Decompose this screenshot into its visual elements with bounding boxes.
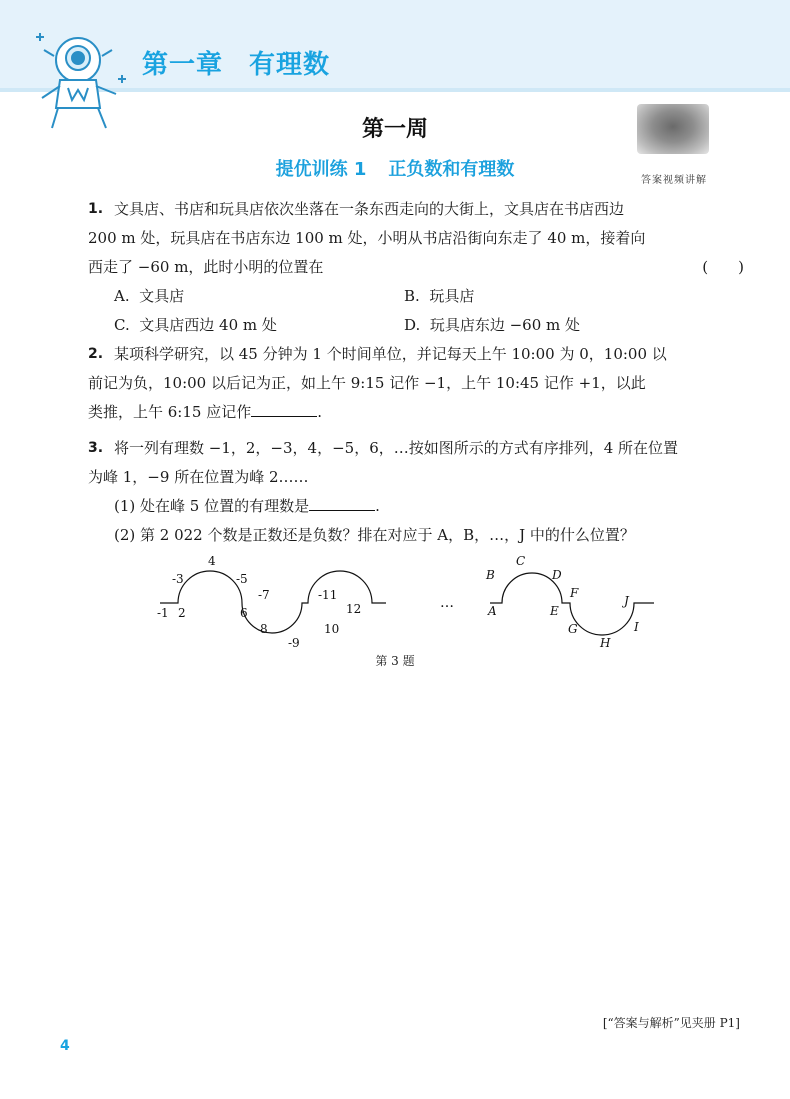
question-line: 文具店、书店和玩具店依次坐落在一条东西走向的大街上，文具店在书店西边 (114, 200, 625, 218)
wave-figure (150, 555, 670, 660)
wave-number: 8 (260, 622, 268, 636)
option-d[interactable]: D. 玩具店东边 −60 m 处 (404, 316, 580, 334)
wave-letter: H (600, 636, 611, 650)
question-number: 3. (88, 440, 104, 456)
wave-number: 6 (240, 606, 248, 620)
sub-question-2: (2) 第 2 022 个数是正数还是负数？排在对应于 A，B，…，J 中的什么位置？ (114, 526, 635, 544)
section-label: 提优训练 1 (275, 159, 367, 180)
wave-letter: C (516, 555, 526, 568)
wave-letter: A (488, 604, 497, 618)
question-1 (88, 195, 744, 340)
question-number: 2. (88, 346, 104, 362)
week-title: 第一周 (361, 116, 428, 142)
answer-blank[interactable] (309, 494, 375, 511)
wave-number: -1 (157, 606, 169, 620)
wave-letter: B (486, 568, 495, 582)
figure-caption: 第 3 题 (375, 654, 415, 668)
section-name: 正负数和有理数 (388, 159, 515, 180)
option-b[interactable]: B. 玩具店 (404, 287, 475, 305)
wave-number: 4 (208, 555, 216, 568)
wave-number: -7 (258, 588, 270, 602)
wave-number: -11 (318, 588, 338, 602)
question-line: 类推，上午 6:15 应记作 (88, 403, 252, 421)
question-line: 某项科学研究，以 45 分钟为 1 个时间单位，并记每天上午 10:00 为 0，10:00 以 (114, 345, 667, 363)
chapter-name: 有理数 (249, 50, 331, 80)
page-number: 4 (60, 1038, 70, 1054)
question-line: 前记为负，10:00 以后记为正，如上午 9:15 记作 −1，上午 10:45 记作 +1，以此 (88, 374, 646, 392)
chapter-label: 第一章 (142, 50, 224, 80)
answer-bracket[interactable]: ( ) (702, 258, 744, 276)
wave-number: -3 (172, 572, 184, 586)
question-line: 西走了 −60 m，此时小明的位置在 (88, 258, 324, 276)
wave-number: 10 (324, 622, 340, 636)
question-line: 将一列有理数 −1，2，−3，4，−5，6，…按如图所示的方式有序排列，4 所在位置 (114, 439, 679, 457)
wave-letter: I (634, 620, 639, 634)
wave-letter: D (552, 568, 562, 582)
question-line: 为峰 1，−9 所在位置为峰 2…… (88, 468, 309, 486)
answer-reference: [“答案与解析”见夹册 P1] (602, 1016, 740, 1030)
question-line: 200 m 处，玩具店在书店东边 100 m 处，小明从书店沿街向东走了 40 m，接着向 (88, 229, 646, 247)
qr-code[interactable] (634, 104, 712, 160)
wave-letter: J (624, 594, 629, 608)
question-number: 1. (88, 201, 104, 217)
wave-number: -9 (288, 636, 300, 650)
question-2: 2. 某项科学研究，以 45 分钟为 1 个时间单位，并记每天上午 10:00 为 0，10:00 以 前记为负，10:00 以后记为正，如上午 9:15 记作 −1，上午 10:45 记作 +1，以此 类推，上午 6:15 应记作 . (88, 340, 718, 427)
wave-number: 2 (178, 606, 186, 620)
wave-number: 12 (346, 602, 362, 616)
options (114, 282, 718, 340)
option-c[interactable]: C. 文具店西边 40 m 处 (114, 316, 277, 334)
sub-question-1: (1) 处在峰 5 位置的有理数是 . (114, 492, 718, 521)
wave-letter: G (568, 622, 578, 636)
question-3 (88, 434, 718, 550)
qr-code-icon (637, 104, 709, 154)
ellipsis: … (440, 595, 454, 611)
wave-letter: E (550, 604, 559, 618)
wave-letter: F (570, 586, 579, 600)
chapter-title (142, 44, 330, 81)
wave-number: -5 (236, 572, 248, 586)
option-a[interactable]: A. 文具店 (114, 287, 185, 305)
answer-blank[interactable] (251, 400, 317, 417)
qr-caption: 答案视频讲解 (641, 175, 707, 186)
